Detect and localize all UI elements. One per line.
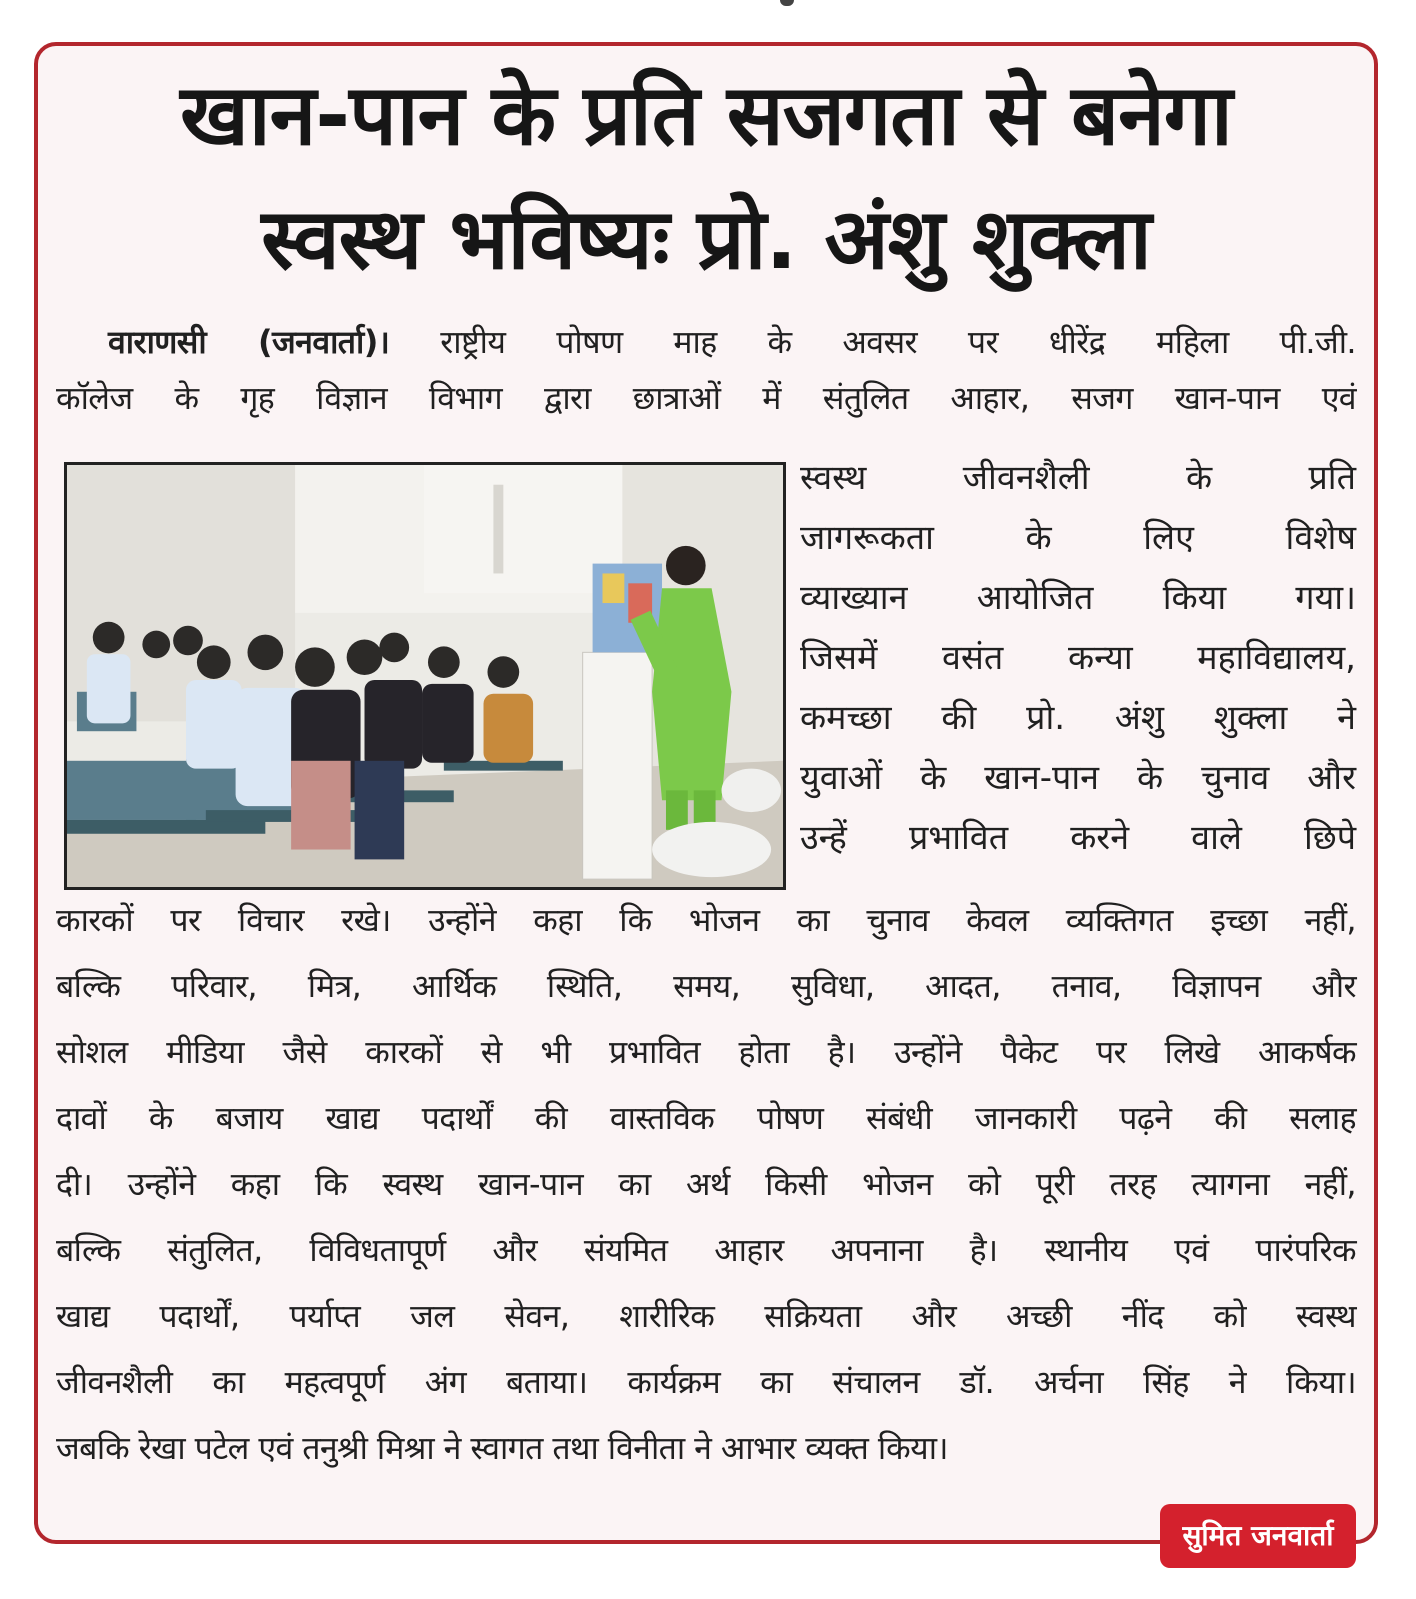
body-line: व्याख्यान आयोजित किया गया। xyxy=(800,578,1356,618)
body-line: जीवनशैली का महत्वपूर्ण अंग बताया। कार्यक्रम का संचालन डॉ. अर्चना सिंह ने किया। xyxy=(56,1363,1356,1401)
body-line: बल्कि परिवार, मित्र, आर्थिक स्थिति, समय, सुविधा, आदत, तनाव, विज्ञापन और xyxy=(56,967,1356,1005)
body-line: दावों के बजाय खाद्य पदार्थों की वास्तविक पोषण संबंधी जानकारी पढ़ने की सलाह xyxy=(56,1099,1356,1137)
body-line: सोशल मीडिया जैसे कारकों से भी प्रभावित होता है। उन्होंने पैकेट पर लिखे आकर्षक xyxy=(56,1033,1356,1071)
headline-line-1: खान-पान के प्रति सजगता से बनेगा xyxy=(180,66,1232,164)
body-line: युवाओं के खान-पान के चुनाव और xyxy=(800,758,1356,798)
headline-line-2: स्वस्थ भविष्यः प्रो. अंशु शुक्ला xyxy=(261,190,1151,288)
body-line: जागरूकता के लिए विशेष xyxy=(800,518,1356,558)
body-line: जिसमें वसंत कन्या महाविद्यालय, xyxy=(800,638,1356,678)
lead-line xyxy=(108,314,1356,370)
body-line: कारकों पर विचार रखे। उन्होंने कहा कि भोजन का चुनाव केवल व्यक्तिगत इच्छा नहीं, xyxy=(56,901,1356,939)
body-line: स्वस्थ जीवनशैली के प्रति xyxy=(800,458,1356,498)
body-line: खाद्य पदार्थों, पर्याप्त जल सेवन, शारीरिक सक्रियता और अच्छी नींद को स्वस्थ xyxy=(56,1297,1356,1335)
body-line-last: जबकि रेखा पटेल एवं तनुश्री मिश्रा ने स्वागत तथा विनीता ने आभार व्यक्त किया। xyxy=(56,1429,948,1467)
top-edge-mark xyxy=(780,0,794,6)
news-article-box xyxy=(34,42,1378,1544)
body-line: बल्कि संतुलित, विविधतापूर्ण और संयमित आहार अपनाना है। स्थानीय एवं पारंपरिक xyxy=(56,1231,1356,1269)
body-line: दी। उन्होंने कहा कि स्वस्थ खान-पान का अर्थ किसी भोजन को पूरी तरह त्यागना नहीं, xyxy=(56,1165,1356,1203)
body-line: उन्हें प्रभावित करने वाले छिपे xyxy=(800,818,1356,858)
lead-text: राष्ट्रीय पोषण माह के अवसर पर धीरेंद्र महिला पी.जी. xyxy=(389,323,1356,361)
event-photo xyxy=(64,462,786,890)
photo-credit-badge: सुमित जनवार्ता xyxy=(1160,1504,1356,1568)
body-line: कॉलेज के गृह विज्ञान विभाग द्वारा छात्राओं में संतुलित आहार, सजग खान-पान एवं xyxy=(56,379,1356,417)
dateline: वाराणसी (जनवार्ता)। xyxy=(108,323,390,361)
body-line: कमच्छा की प्रो. अंशु शुक्ला ने xyxy=(800,698,1356,738)
classroom-lecture-image xyxy=(67,465,783,887)
